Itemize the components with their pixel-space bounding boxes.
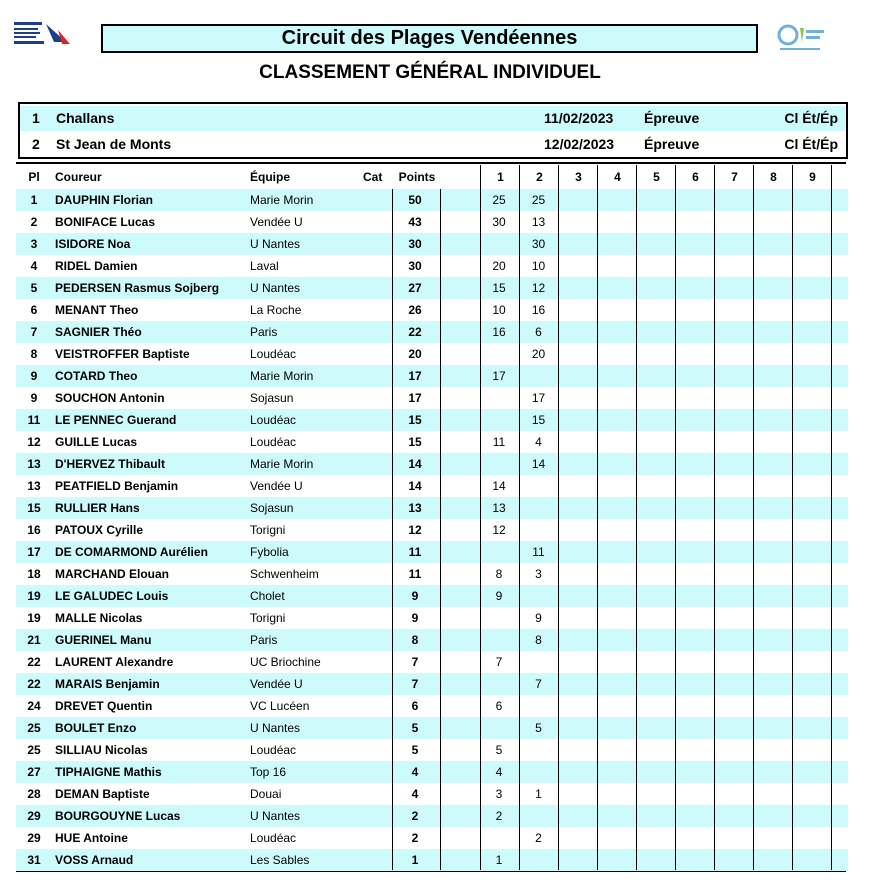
rider-name-cell: MARCHAND Elouan [55,567,169,581]
rank-cell: 27 [27,765,41,779]
stage-1-points-cell: 7 [495,655,503,669]
stage-1-points-cell: 30 [492,215,506,229]
table-row [16,805,848,827]
table-row [16,563,848,585]
team-cell: Marie Morin [250,369,314,383]
stage-2-points-cell: 15 [531,413,546,427]
header-stage-1: 1 [480,165,520,189]
team-cell: U Nantes [250,281,301,295]
rider-name-cell: RIDEL Damien [55,259,138,273]
rank-cell: 25 [27,721,41,735]
table-row [16,673,848,695]
points-cell: 22 [408,325,422,339]
points-cell: 30 [408,259,422,273]
column-divider [392,189,393,870]
rider-name-cell: SAGNIER Théo [55,325,142,339]
table-row [16,299,848,321]
column-divider [519,189,520,870]
header-pl: Pl [28,170,40,184]
rider-name-cell: BOURGOUYNE Lucas [55,809,181,823]
points-cell: 5 [411,721,419,735]
header-stage-4: 4 [597,165,637,189]
table-row [16,585,848,607]
points-cell: 4 [411,765,419,779]
rank-cell: 25 [27,743,41,757]
team-cell: Torigni [250,523,286,537]
column-divider [714,189,715,870]
points-cell: 6 [411,699,419,713]
points-cell: 9 [411,589,419,603]
stage-1-points-cell: 4 [495,765,503,779]
stage-2-points-cell: 11 [532,545,545,559]
rank-cell: 29 [27,809,41,823]
points-cell: 27 [408,281,422,295]
points-cell: 15 [408,413,422,427]
header-stage-3: 3 [558,165,598,189]
rider-name-cell: DAUPHIN Florian [55,193,154,207]
rider-name-cell: SILLIAU Nicolas [55,743,148,757]
stage-1-points-cell: 16 [492,325,506,339]
table-row [16,519,848,541]
table-row [16,277,848,299]
column-divider [636,189,637,870]
header-cat: Cat [363,170,383,184]
team-cell: Torigni [250,611,286,625]
team-cell: Cholet [250,589,285,603]
team-cell: Sojasun [250,501,294,515]
event-type: Épreuve [644,110,700,126]
table-row [16,211,848,233]
table-row [16,233,848,255]
table-row [16,321,848,343]
team-cell: Schwenheim [250,567,319,581]
team-cell: Paris [250,633,278,647]
stage-2-points-cell: 6 [535,325,542,339]
table-row [16,255,848,277]
event-type: Épreuve [644,136,700,152]
ranking-table [16,162,846,874]
rank-cell: 18 [27,567,41,581]
event-number: 2 [32,136,40,152]
rank-cell: 8 [30,347,38,361]
team-cell: Vendée U [250,479,303,493]
rank-cell: 7 [30,325,38,339]
rider-name-cell: HUE Antoine [55,831,128,845]
table-top-border [16,162,846,164]
table-row [16,717,848,739]
team-cell: Sojasun [250,391,294,405]
stage-2-points-cell: 10 [531,259,546,273]
stage-1-points-cell: 8 [495,567,503,581]
rank-cell: 21 [27,633,41,647]
stage-1-points-cell: 15 [492,281,506,295]
stage-2-points-cell: 30 [531,237,546,251]
rider-name-cell: VEISTROFFER Baptiste [55,347,190,361]
stage-2-points-cell: 5 [535,721,542,735]
rider-name-cell: DE COMARMOND Aurélien [55,545,208,559]
rank-cell: 12 [27,435,41,449]
team-cell: Loudéac [250,743,297,757]
rank-cell: 4 [30,259,38,273]
rider-name-cell: GUERINEL Manu [55,633,152,647]
rider-name-cell: SOUCHON Antonin [55,391,165,405]
stage-2-points-cell: 25 [531,193,546,207]
team-cell: Loudéac [250,831,297,845]
rank-cell: 11 [27,413,41,427]
rider-name-cell: GUILLE Lucas [55,435,138,449]
table-row [16,365,848,387]
rider-name-cell: MENANT Theo [55,303,139,317]
table-row [16,497,848,519]
team-cell: Vendée U [250,215,303,229]
points-cell: 7 [411,677,419,691]
table-row [16,739,848,761]
event-date: 11/02/2023 [544,110,614,126]
team-cell: Paris [250,325,278,339]
team-cell: Loudéac [250,347,297,361]
points-cell: 26 [408,303,422,317]
table-row [16,387,848,409]
header-equipe: Équipe [250,170,291,184]
event-name: St Jean de Monts [56,136,172,152]
stage-2-points-cell: 4 [535,435,542,449]
team-cell: La Roche [250,303,302,317]
event-row [20,106,846,131]
column-divider [440,189,441,870]
team-cell: Loudéac [250,413,297,427]
rider-name-cell: LE GALUDEC Louis [55,589,169,603]
rider-name-cell: ISIDORE Noa [55,237,131,251]
stage-2-points-cell: 9 [535,611,542,625]
stage-1-points-cell: 11 [492,435,506,449]
header-stage-8: 8 [753,165,793,189]
rider-name-cell: LAURENT Alexandre [55,655,174,669]
team-cell: Douai [250,787,282,801]
rank-cell: 1 [30,193,38,207]
points-cell: 43 [408,215,422,229]
team-cell: Loudéac [250,435,297,449]
stage-2-points-cell: 8 [535,633,542,647]
stage-1-points-cell: 5 [495,743,503,757]
team-cell: Laval [250,259,279,273]
team-cell: U Nantes [250,237,301,251]
table-row [16,475,848,497]
rank-cell: 15 [27,501,41,515]
stage-2-points-cell: 13 [531,215,546,229]
table-row [16,849,848,871]
table-row [16,453,848,475]
team-cell: U Nantes [250,721,301,735]
table-row [16,343,848,365]
header-stage-9: 9 [792,165,832,189]
event-date: 12/02/2023 [544,136,615,152]
stage-2-points-cell: 12 [531,281,546,295]
column-divider [480,189,481,870]
page-title: Circuit des Plages Vendéennes [101,24,758,53]
rank-cell: 28 [27,787,41,801]
stage-1-points-cell: 10 [492,303,506,317]
stage-1-points-cell: 14 [492,479,506,493]
event-classification: Cl Ét/Ép [784,110,838,126]
header-stage-5: 5 [636,165,676,189]
points-cell: 2 [411,831,419,845]
points-cell: 20 [408,347,422,361]
points-cell: 12 [408,523,422,537]
rider-name-cell: BONIFACE Lucas [55,215,156,229]
column-divider [831,189,832,870]
table-row [16,541,848,563]
rider-name-cell: D'HERVEZ Thibault [55,457,165,471]
page-subtitle: CLASSEMENT GÉNÉRAL INDIVIDUEL [259,62,601,83]
event-number: 1 [32,110,40,126]
table-row [16,827,848,849]
points-cell: 9 [411,611,419,625]
rider-name-cell: LE PENNEC Guerand [55,413,177,427]
column-divider [675,189,676,870]
event-classification: Cl Ét/Ép [784,136,838,152]
rank-cell: 22 [27,655,41,669]
stage-1-points-cell: 17 [492,369,506,383]
rank-cell: 24 [27,699,41,713]
rider-name-cell: BOULET Enzo [55,721,137,735]
column-divider [792,189,793,870]
stage-2-points-cell: 1 [535,787,542,801]
stage-2-points-cell: 3 [535,567,542,581]
team-cell: Marie Morin [250,457,314,471]
stage-2-points-cell: 20 [531,347,546,361]
rank-cell: 3 [30,237,38,251]
stage-1-points-cell: 2 [495,809,503,823]
rank-cell: 9 [30,369,38,383]
stage-2-points-cell: 7 [535,677,542,691]
rider-name-cell: PATOUX Cyrille [55,523,144,537]
points-cell: 7 [411,655,419,669]
rank-cell: 19 [27,589,41,603]
federation-logo [14,20,72,48]
points-cell: 30 [408,237,422,251]
table-row [16,695,848,717]
rider-name-cell: PEATFIELD Benjamin [55,479,179,493]
rank-cell: 2 [30,215,38,229]
rider-name-cell: COTARD Theo [55,369,138,383]
points-cell: 8 [411,633,419,647]
team-cell: Vendée U [250,677,303,691]
rider-name-cell: RULLIER Hans [55,501,140,515]
points-cell: 4 [411,787,419,801]
column-divider [753,189,754,870]
points-cell: 14 [408,457,422,471]
rank-cell: 9 [30,391,38,405]
rank-cell: 6 [30,303,38,317]
rider-name-cell: VOSS Arnaud [55,853,134,867]
table-row [16,629,848,651]
team-cell: Les Sables [250,853,310,867]
points-cell: 17 [408,391,422,405]
points-cell: 2 [411,809,419,823]
stage-1-points-cell: 20 [492,259,506,273]
rank-cell: 29 [27,831,41,845]
points-cell: 13 [408,501,422,515]
stage-1-points-cell: 9 [495,589,503,603]
table-row [16,651,848,673]
points-cell: 50 [408,193,422,207]
header-points: Points [398,170,436,184]
column-divider [597,189,598,870]
team-cell: Top 16 [250,765,287,779]
rider-name-cell: DREVET Quentin [55,699,153,713]
stage-1-points-cell: 6 [495,699,503,713]
rank-cell: 5 [30,281,38,295]
points-cell: 17 [408,369,422,383]
header-stage-6: 6 [675,165,715,189]
header-stage-2: 2 [519,165,559,189]
header-right-border [831,165,832,189]
stage-2-points-cell: 14 [531,457,546,471]
rank-cell: 16 [27,523,41,537]
stage-1-points-cell: 3 [495,787,503,801]
event-name: Challans [56,110,115,126]
team-cell: Marie Morin [250,193,314,207]
table-row [16,189,848,211]
stage-2-points-cell: 16 [531,303,546,317]
team-cell: U Nantes [250,809,301,823]
rider-name-cell: DEMAN Baptiste [55,787,150,801]
rider-name-cell: PEDERSEN Rasmus Sojberg [55,281,220,295]
column-divider [558,189,559,870]
rider-name-cell: MARAIS Benjamin [55,677,160,691]
points-cell: 11 [408,545,422,559]
points-cell: 14 [408,479,422,493]
rider-name-cell: MALLE Nicolas [55,611,143,625]
stage-1-points-cell: 12 [492,523,506,537]
event-row [20,132,846,157]
team-cell: UC Briochine [250,655,321,669]
rider-name-cell: TIPHAIGNE Mathis [55,765,162,779]
stage-2-points-cell: 17 [531,391,546,405]
stage-2-points-cell: 2 [535,831,542,845]
rank-cell: 13 [27,457,41,471]
points-cell: 11 [408,567,422,581]
table-row [16,607,848,629]
stage-1-points-cell: 13 [492,501,506,515]
rank-cell: 17 [27,545,41,559]
points-cell: 1 [411,853,419,867]
stage-1-points-cell: 1 [495,853,503,867]
stage-1-points-cell: 25 [492,193,506,207]
table-row [16,761,848,783]
partner-logo [774,22,828,56]
points-cell: 5 [411,743,419,757]
points-cell: 15 [408,435,422,449]
rank-cell: 22 [27,677,41,691]
rank-cell: 19 [27,611,41,625]
header-coureur: Coureur [55,170,102,184]
header-stage-7: 7 [714,165,754,189]
team-cell: VC Lucéen [250,699,310,713]
table-row [16,431,848,453]
rank-cell: 13 [27,479,41,493]
table-row [16,783,848,805]
table-row [16,409,848,431]
events-table [18,102,848,159]
team-cell: Fybolia [250,545,289,559]
rank-cell: 31 [27,853,41,867]
